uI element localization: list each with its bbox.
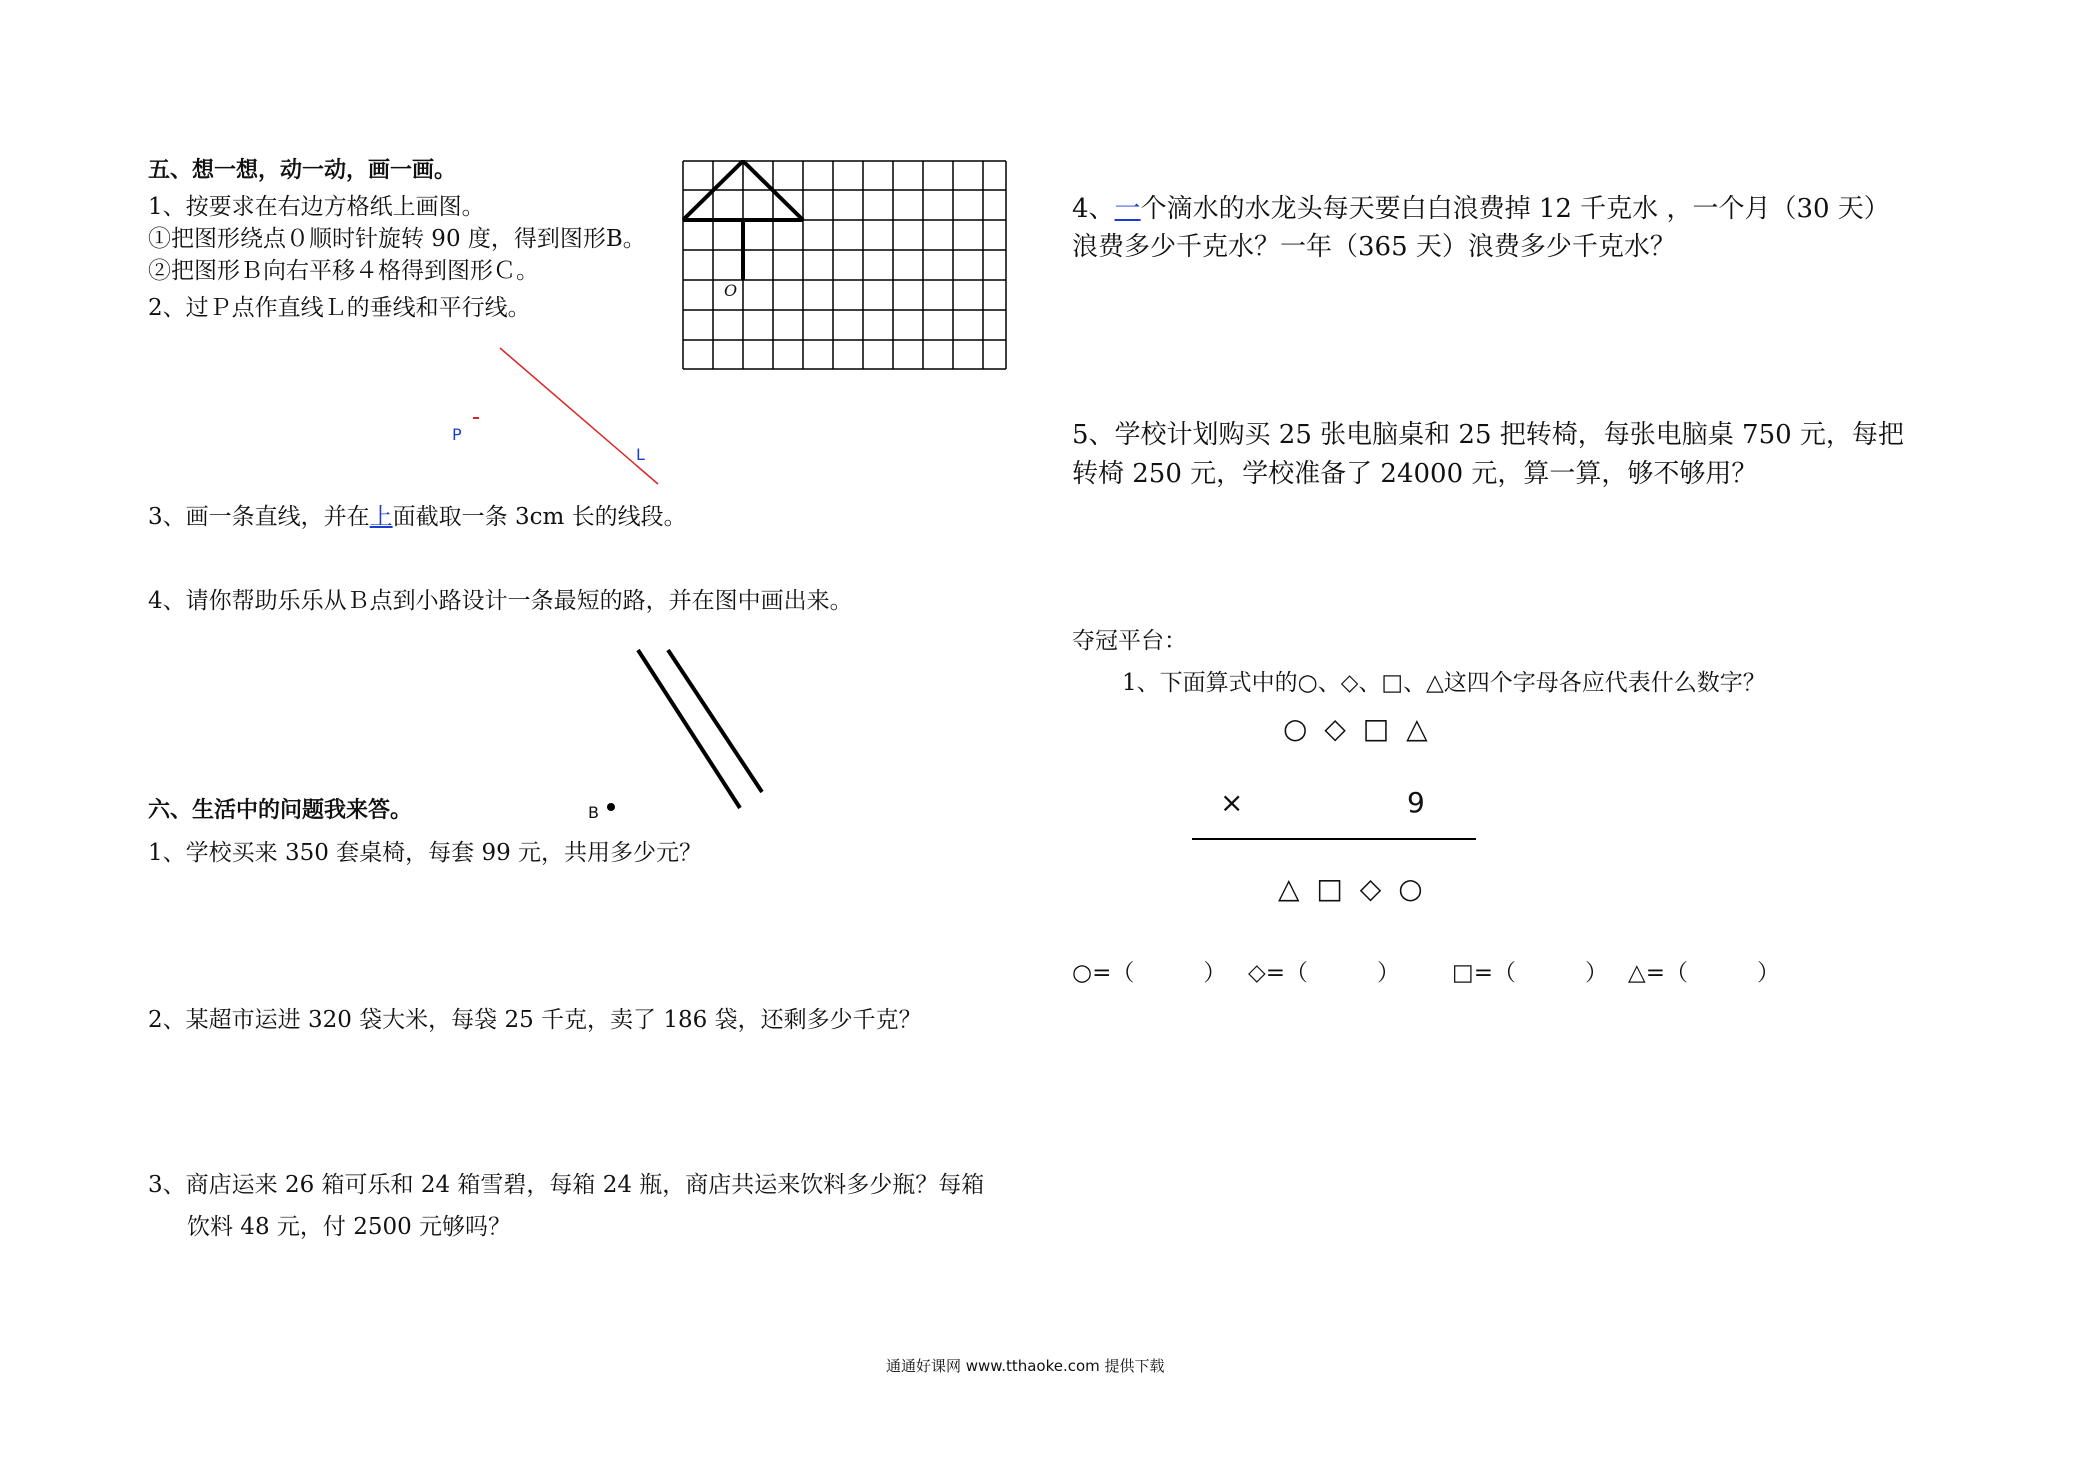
product-symbols: △ □ ◇ ○ <box>1278 872 1427 905</box>
answer-circle: ○=（ ） <box>1072 960 1227 986</box>
grid-paper <box>682 160 1014 374</box>
times-sign: × <box>1220 786 1244 819</box>
answer-diamond: ◇=（ ） <box>1248 960 1400 986</box>
platform-question-1: 1、下面算式中的○、◇、□、△这四个字母各应代表什么数字？ <box>1122 670 1766 696</box>
footer-text: 通通好课网 www.tthaoke.com 提供下载 <box>886 1357 1165 1375</box>
s6-question-2: 2、某超市运进 320 袋大米，每袋 25 千克，卖了 186 袋，还剩多少千克？ <box>148 1007 922 1033</box>
q4-number: 4、 <box>1072 194 1115 224</box>
s5-question-4: 4、请你帮助乐乐从Ｂ点到小路设计一条最短的路，并在图中画出来。 <box>148 588 853 614</box>
s6-question-3-line2: 饮料 48 元，付 2500 元够吗？ <box>187 1214 512 1240</box>
point-b-label: B <box>588 803 599 822</box>
point-p-label: P <box>452 425 462 444</box>
s5-question-1b: ②把图形Ｂ向右平移４格得到图形Ｃ。 <box>148 258 539 284</box>
platform-title: 夺冠平台： <box>1072 628 1187 654</box>
s5-question-1: 1、按要求在右边方格纸上画图。 <box>148 194 485 220</box>
section-5-heading: 五、想一想，动一动，画一画。 <box>148 158 457 183</box>
q4-link-word[interactable]: 一 <box>1114 194 1141 224</box>
line-l-label: L <box>636 445 645 464</box>
product-rule <box>1192 837 1478 841</box>
road-figure <box>620 640 770 820</box>
multiplicand-symbols: ○ ◇ □ △ <box>1283 712 1432 745</box>
s6-question-1: 1、学校买来 350 套桌椅，每套 99 元，共用多少元？ <box>148 840 703 866</box>
s5-question-3 <box>148 502 687 532</box>
answer-square: □=（ ） <box>1452 960 1609 986</box>
r-question-4-line2: 浪费多少千克水？一年（365 天）浪费多少千克水？ <box>1072 232 1676 262</box>
point-b-dot <box>606 802 616 812</box>
s6-question-3-line1: 3、商店运来 26 箱可乐和 24 箱雪碧，每箱 24 瓶，商店共运来饮料多少瓶？每箱 <box>148 1172 985 1198</box>
r-question-5-line2: 转椅 250 元，学校准备了 24000 元，算一算，够不够用？ <box>1072 459 1758 489</box>
q3-text-pre: 3、画一条直线，并在 <box>148 504 370 530</box>
s5-question-2: 2、过Ｐ点作直线Ｌ的垂线和平行线。 <box>148 295 531 321</box>
multiplier-digit: 9 <box>1407 786 1425 819</box>
q3-text-post: 面截取一条 3cm 长的线段。 <box>392 504 687 530</box>
r-question-5-line1: 5、学校计划购买 25 张电脑桌和 25 把转椅，每张电脑桌 750 元，每把 <box>1072 420 1904 450</box>
s5-question-1a: ①把图形绕点０顺时针旋转 90 度，得到图形B。 <box>148 226 646 252</box>
q4-text: 个滴水的水龙头每天要白白浪费掉 12 千克水 ，一个月（30 天） <box>1140 194 1890 224</box>
q3-link-word[interactable]: 上 <box>369 504 393 530</box>
r-question-4-line1 <box>1072 190 1890 228</box>
grid-point-o-label: O <box>724 281 738 300</box>
section-6-heading: 六、生活中的问题我来答。 <box>148 798 413 823</box>
answer-triangle: △=（ ） <box>1628 960 1780 986</box>
